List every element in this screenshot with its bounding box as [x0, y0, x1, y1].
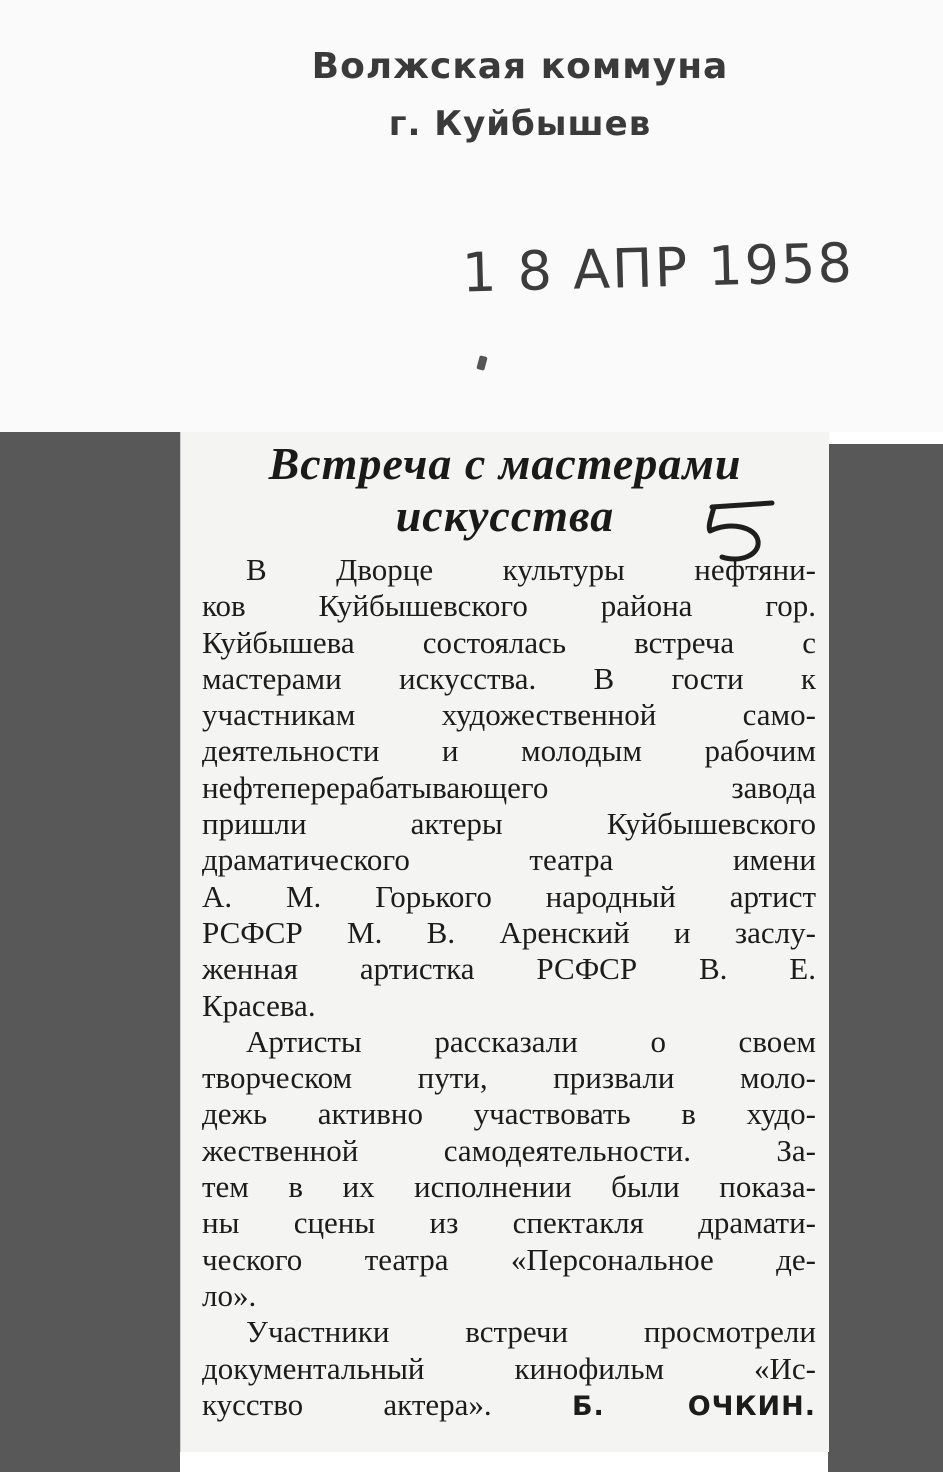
article-last-line [202, 1387, 816, 1423]
article-line: участникам художественной само- [202, 697, 816, 733]
article-line: творческом пути, призвали моло- [202, 1060, 816, 1096]
backing-sheet-left [0, 432, 180, 1472]
newspaper-stamp: Волжская коммуна [311, 46, 729, 87]
article-line: ны сцены из спектакля драмати- [202, 1205, 816, 1241]
article-line: Куйбышева состоялась встреча с [202, 624, 816, 660]
article-line: ков Куйбышевского района гор. [202, 588, 816, 624]
author-signature: Б. ОЧКИН. [571, 1390, 817, 1422]
article-line: Участники встречи просмотрели [246, 1314, 816, 1350]
article-line: документальный кинофильм «Ис- [202, 1350, 816, 1386]
headline-line-1: Встреча с мастерами [268, 438, 742, 489]
city-stamp: г. Куйбышев [388, 104, 652, 144]
article-line: ло». [202, 1277, 257, 1313]
backing-sheet-right [828, 444, 943, 1472]
article-line: женная артистка РСФСР В. Е. [202, 951, 816, 987]
article-line: мастерами искусства. В гости к [202, 660, 816, 696]
article-line: кусство актера». [202, 1386, 492, 1422]
article-line: тем в их исполнении были показа- [202, 1169, 816, 1205]
article-line: деятельности и молодым рабочим [202, 733, 816, 769]
article-line: пришли актеры Куйбышевского [202, 806, 816, 842]
headline-line-2: искусства [395, 490, 615, 541]
article-body [202, 552, 816, 1423]
article-line: А. М. Горького народный артист [202, 878, 816, 914]
article-line: жественной самодеятельности. За- [202, 1132, 816, 1168]
article-line: нефтеперерабатывающего завода [202, 769, 816, 805]
date-stamp: 1 8 АПР 1958 [461, 231, 855, 305]
article-line: В Дворце культуры нефтяни- [246, 552, 816, 587]
article-line: РСФСР М. В. Аренский и заслу- [202, 914, 816, 950]
article-line: ческого театра «Персональное де- [202, 1241, 816, 1277]
article-line: драматического театра имени [202, 842, 816, 878]
article-line: дежь активно участвовать в худо- [202, 1096, 816, 1132]
article-line: Артисты рассказали о своем [246, 1023, 816, 1059]
article-line: Красева. [202, 987, 316, 1023]
